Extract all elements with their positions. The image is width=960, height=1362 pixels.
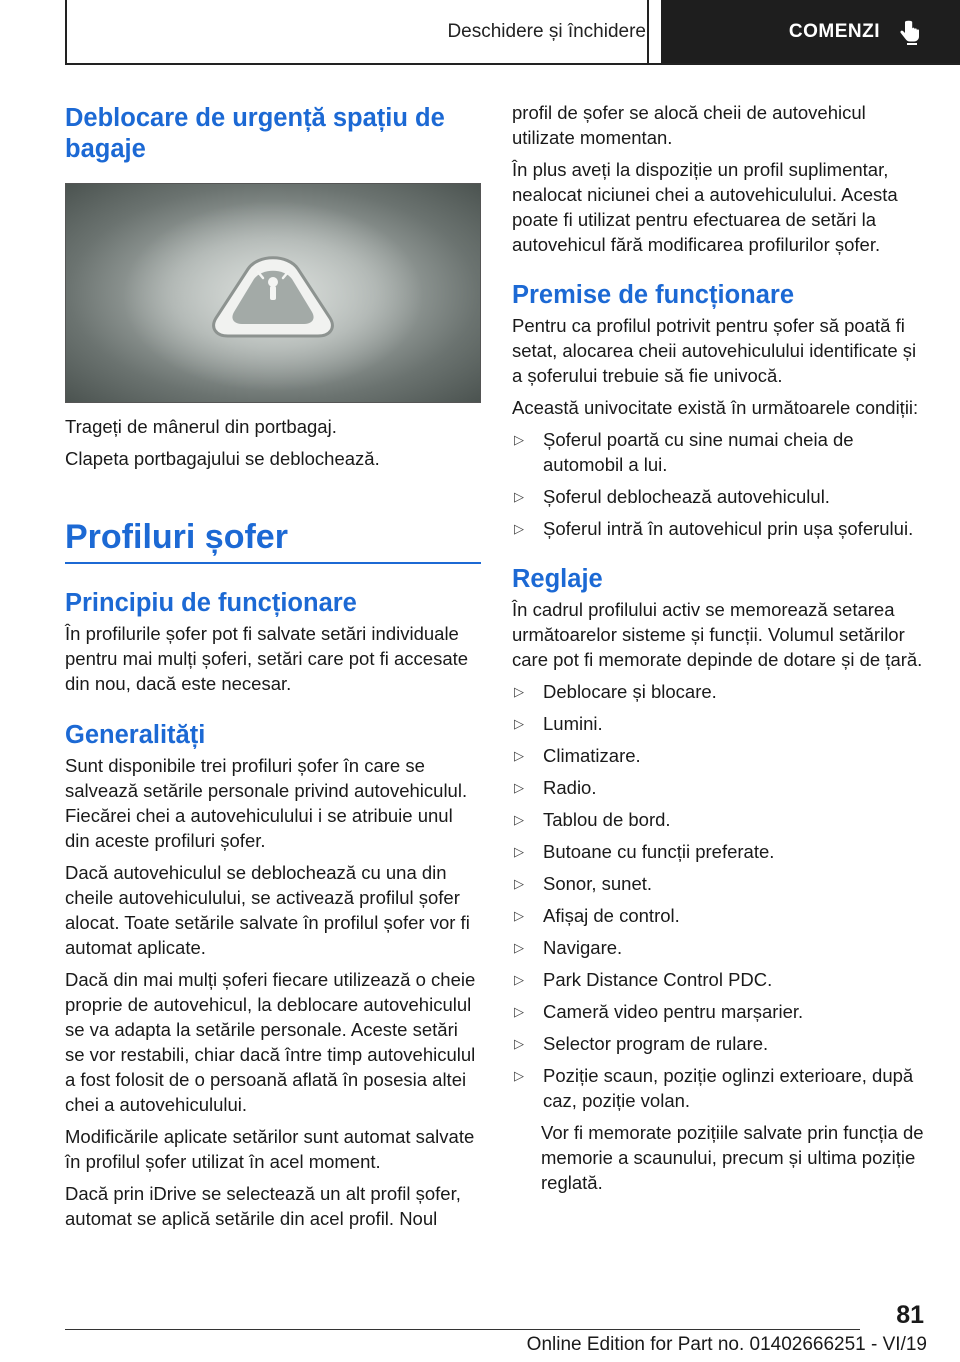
paragraph-general-5: Dacă prin iDrive se selectează un alt profil șofer, automat se aplică setările din acel profil. Noul <box>65 1183 461 1229</box>
heading-prerequisites: Premise de funcționare <box>512 281 795 309</box>
left-column <box>65 97 481 1231</box>
emergency-release-handle-icon <box>66 184 480 402</box>
list-item: ▷ Butoane cu funcții preferate. <box>514 841 775 862</box>
triangle-bullet-icon: ▷ <box>514 716 524 731</box>
settings-list <box>512 679 928 1195</box>
list-item: ▷ Șoferul poartă cu sine numai cheia de automobil a lui. <box>514 429 854 475</box>
heading-underline <box>65 562 481 564</box>
heading-driver-profiles: Profiluri șofer <box>65 518 288 556</box>
list-item: ▷ Sonor, sunet. <box>514 873 653 894</box>
list-item: ▷ Selector program de rulare. <box>514 1033 769 1054</box>
paragraph-principle: În profilurile șofer pot fi salvate setări individuale pentru mai mulți șoferi, setări care pot fi accesate din nou, dacă este necesar. <box>65 623 469 694</box>
header-bottom-rule <box>65 63 960 65</box>
heading-emergency-unlock: Deblocare de urgență spațiu de bagaje <box>65 104 445 163</box>
edition-note: Online Edition for Part no. 01402666251 - VI/19 <box>526 1334 927 1355</box>
triangle-bullet-icon: ▷ <box>514 844 524 859</box>
triangle-bullet-icon: ▷ <box>514 1036 524 1051</box>
section-title: Deschidere și închidere <box>447 21 646 42</box>
paragraph-flap-unlocks: Clapeta portbagajului se deblochează. <box>65 448 380 469</box>
heading-settings: Reglaje <box>512 565 603 593</box>
list-item: ▷ Șoferul deblochează autovehiculul. <box>514 486 830 507</box>
heading-general: Generalități <box>65 721 206 749</box>
list-item: ▷ Radio. <box>514 777 597 798</box>
triangle-bullet-icon: ▷ <box>514 972 524 987</box>
list-item: ▷ Deblocare și blocare. <box>514 681 717 702</box>
triangle-bullet-icon: ▷ <box>514 780 524 795</box>
list-item: ▷ Navigare. <box>514 937 623 958</box>
triangle-bullet-icon: ▷ <box>514 521 524 536</box>
list-item: ▷ Cameră video pentru marșarier. <box>514 1001 804 1022</box>
triangle-bullet-icon: ▷ <box>514 684 524 699</box>
triangle-bullet-icon: ▷ <box>514 812 524 827</box>
triangle-bullet-icon: ▷ <box>514 876 524 891</box>
paragraph-settings: În cadrul profilului activ se memorează setarea următoarelor sisteme și funcții. Volumul setărilor care pot fi memorate depinde de dotare și de țară. <box>512 599 923 670</box>
triangle-bullet-icon: ▷ <box>514 908 524 923</box>
list-item: ▷ Climatizare. <box>514 745 641 766</box>
paragraph-general-2: Dacă autovehiculul se deblochează cu una din cheile autovehiculului, se activează profilul șofer alocat. Toate setările salvate în profilul șofer vor fi automat aplicate. <box>65 862 470 958</box>
paragraph-general-1: Sunt disponibile trei profiluri șofer în care se salvează setările personale privind autovehiculul. Fiecărei chei a autovehiculului i se atribuie unul din aceste profiluri șofer. <box>65 755 468 851</box>
footer-rule <box>65 1329 860 1330</box>
list-item: ▷ Tablou de bord. <box>514 809 671 830</box>
heading-principle: Principiu de funcționare <box>65 589 357 617</box>
list-item: ▷ Șoferul intră în autovehicul prin ușa șoferului. <box>514 518 914 539</box>
paragraph-prerequisites: Pentru ca profilul potrivit pentru șofer să poată fi setat, alocarea cheii autovehiculului identificate și a șoferului trebuie să fie univocă. <box>512 315 917 386</box>
chapter-tab-label: COMENZI <box>788 20 880 42</box>
paragraph-pull-handle: Trageți de mânerul din portbagaj. <box>65 416 337 437</box>
triangle-bullet-icon: ▷ <box>514 489 524 504</box>
right-column <box>512 100 928 1195</box>
paragraph-seat-memory-note: Vor fi memorate pozițiile salvate prin funcția de memorie a scaunului, precum și ultima poziție reglată. <box>541 1122 924 1193</box>
trunk-handle-photo <box>65 183 481 403</box>
list-item: ▷ Lumini. <box>514 713 603 734</box>
paragraph-extra-profile: În plus aveți la dispoziție un profil suplimentar, nealocat niciunei chei a autovehiculului. Acesta poate fi utilizat pentru efectuarea de setări la autovehicul fără modificarea profilurilor șofer. <box>512 159 898 255</box>
list-item: ▷ Park Distance Control PDC. <box>514 969 773 990</box>
triangle-bullet-icon: ▷ <box>514 432 524 447</box>
triangle-bullet-icon: ▷ <box>514 940 524 955</box>
chapter-tab[interactable] <box>661 0 960 63</box>
triangle-bullet-icon: ▷ <box>514 1004 524 1019</box>
paragraph-conditions: Această univocitate există în următoarele condiții: <box>512 397 919 418</box>
header-separator <box>647 0 649 65</box>
hand-pointer-icon <box>898 19 922 45</box>
list-item: ▷ Poziție scaun, poziție oglinzi exterioare, după caz, poziție volan. <box>514 1065 914 1111</box>
paragraph-general-4: Modificările aplicate setărilor sunt automat salvate în profilul șofer utilizat în acel moment. <box>65 1126 475 1172</box>
triangle-bullet-icon: ▷ <box>514 1068 524 1083</box>
header-left-rule <box>65 0 67 65</box>
paragraph-general-3: Dacă din mai mulți șoferi fiecare utilizează o cheie proprie de autovehicul, la deblocare autovehiculul se va adapta la setările personale. Aceste setări se vor restabili, chiar dacă între timp autovehiculul a fost folosit de o persoană aflată în posesia altei chei a autovehiculului. <box>65 969 476 1115</box>
paragraph-continuation: profil de șofer se alocă cheii de autovehicul utilizate momentan. <box>512 102 866 148</box>
triangle-bullet-icon: ▷ <box>514 748 524 763</box>
list-item: ▷ Afișaj de control. <box>514 905 680 926</box>
page-number: 81 <box>896 1301 924 1329</box>
conditions-list <box>512 427 928 541</box>
